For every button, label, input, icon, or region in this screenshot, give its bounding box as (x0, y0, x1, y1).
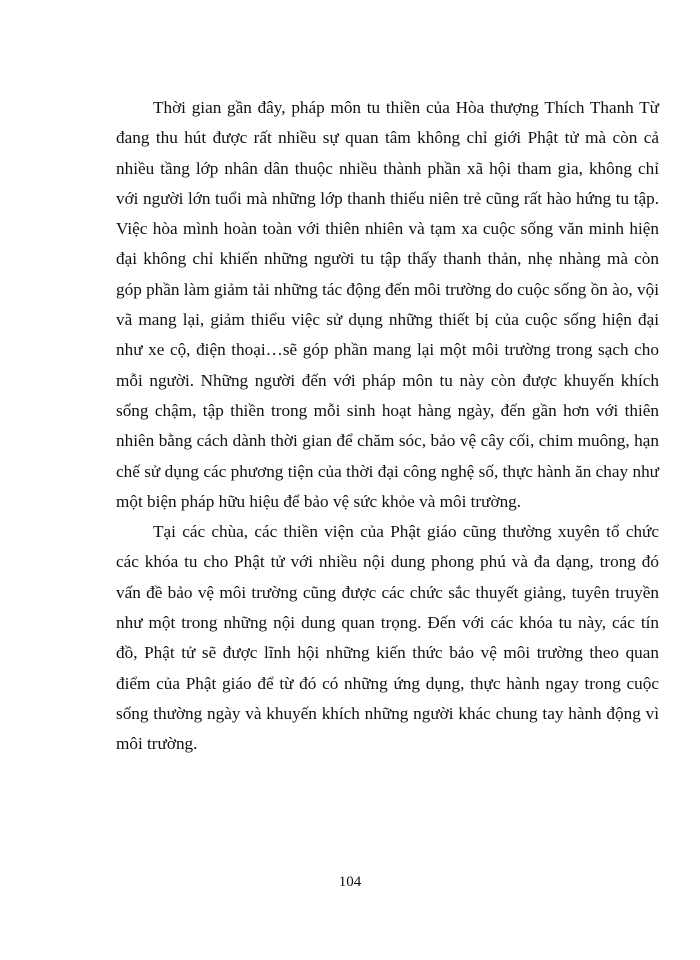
page-number: 104 (338, 874, 362, 890)
paragraph-2: Tại các chùa, các thiền viện của Phật giáo cũng thường xuyên tổ chức các khóa tu cho Phật tử với nhiều nội dung phong phú và đa dạng, trong đó vấn đề bảo vệ môi trường cũng được các chức sắc thuyết giảng, tuyên truyền như một trong những nội dung quan trọng. Đến với các khóa tu này, các tín đồ, Phật tử sẽ được lĩnh hội những kiến thức bảo vệ môi trường theo quan điểm của Phật giáo để từ đó có những ứng dụng, thực hành ngay trong cuộc sống thường ngày và khuyến khích những người khác chung tay hành động vì môi trường. (116, 522, 659, 754)
body-text (116, 93, 659, 760)
paragraph-1: Thời gian gần đây, pháp môn tu thiền của Hòa thượng Thích Thanh Từ đang thu hút được rất nhiều sự quan tâm không chỉ giới Phật tử mà còn cả nhiều tầng lớp nhân dân thuộc nhiều thành phần xã hội tham gia, không chỉ với người lớn tuổi mà những lớp thanh thiếu niên trẻ cũng rất hào hứng tu tập. Việc hòa mình hoàn toàn với thiên nhiên và tạm xa cuộc sống văn minh hiện đại không chỉ khiến những người tu tập thấy thanh thản, nhẹ nhàng mà còn góp phần làm giảm tải những tác động đến môi trường do cuộc sống ồn ào, vội vã mang lại, giảm thiểu việc sử dụng những thiết bị của cuộc sống hiện đại như xe cộ, điện thoại…sẽ góp phần mang lại một môi trường trong sạch cho mỗi người. Những người đến với pháp môn tu này còn được khuyến khích sống chậm, tập thiền trong mỗi sinh hoạt hàng ngày, đến gần hơn với thiên nhiên bằng cách dành thời gian để chăm sóc, bảo vệ cây cối, chim muông, hạn chế sử dụng các phương tiện của thời đại công nghệ số, thực hành ăn chay như một biện pháp hữu hiệu để bảo vệ sức khỏe và môi trường. (116, 98, 659, 511)
